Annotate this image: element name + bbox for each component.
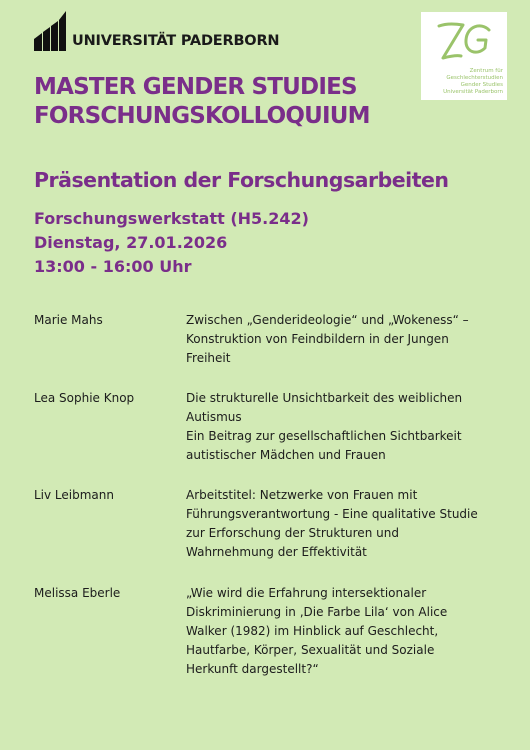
presentation-item xyxy=(34,311,514,389)
event-details xyxy=(34,207,309,279)
title-text-line: Die strukturelle Unsichtbarkeit des weiblichen xyxy=(186,391,463,405)
center-logo-text xyxy=(421,68,503,96)
title-text-line: autistischer Mädchen und Frauen xyxy=(186,448,386,462)
presentation-title xyxy=(186,311,516,368)
presentation-list xyxy=(34,311,514,679)
center-logo-line: Geschlechterstudien xyxy=(446,75,503,81)
university-logo xyxy=(34,9,279,51)
presentation-title xyxy=(186,584,516,679)
presentation-item xyxy=(34,389,514,486)
title-text-line: Freiheit xyxy=(186,351,231,365)
title-line: MASTER GENDER STUDIES xyxy=(34,74,357,100)
title-text-line: Walker (1982) im Hinblick auf Geschlecht, xyxy=(186,624,439,638)
title-text-line: „Wie wird die Erfahrung intersektionaler xyxy=(186,586,427,600)
university-name: UNIVERSITÄT PADERBORN xyxy=(72,33,280,49)
title-line: FORSCHUNGSKOLLOQUIUM xyxy=(34,103,370,129)
title-text-line: Arbeitstitel: Netzwerke von Frauen mit xyxy=(186,488,418,502)
presentation-item xyxy=(34,584,514,679)
center-logo-line: Universität Paderborn xyxy=(443,89,503,95)
title-text-line: Ein Beitrag zur gesellschaftlichen Sichtbarkeit xyxy=(186,429,462,443)
presentation-item xyxy=(34,486,514,584)
title-text-line: Autismus xyxy=(186,410,242,424)
title-text-line: Hautfarbe, Körper, Sexualität und Soziale xyxy=(186,643,435,657)
event-location: Forschungswerkstatt (H5.242) xyxy=(34,209,309,228)
gender-studies-center-logo xyxy=(421,12,507,100)
event-time: 13:00 - 16:00 Uhr xyxy=(34,257,192,276)
title-text-line: Wahrnehmung der Effektivität xyxy=(186,545,367,559)
speaker-name: Melissa Eberle xyxy=(34,586,121,600)
title-text-line: Zwischen „Genderideologie“ und „Wokeness“ – xyxy=(186,313,469,327)
page-title xyxy=(34,73,414,131)
speaker-name: Lea Sophie Knop xyxy=(34,391,135,405)
title-text-line: Diskriminierung in ‚Die Farbe Lila‘ von Alice xyxy=(186,605,448,619)
presentation-title xyxy=(186,486,516,562)
university-paderborn-logo-icon xyxy=(34,9,68,51)
title-text-line: Führungsverantwortung - Eine qualitative Studie xyxy=(186,507,478,521)
event-date: Dienstag, 27.01.2026 xyxy=(34,233,228,252)
presentation-title xyxy=(186,389,516,465)
center-logo-line: Gender Studies xyxy=(460,82,503,88)
zg-monogram-icon xyxy=(433,18,495,68)
center-logo-line: Zentrum für xyxy=(469,68,503,74)
title-text-line: zur Erforschung der Strukturen und xyxy=(186,526,399,540)
speaker-name: Liv Leibmann xyxy=(34,488,114,502)
page-subtitle: Präsentation der Forschungsarbeiten xyxy=(34,168,449,192)
speaker-name: Marie Mahs xyxy=(34,313,103,327)
title-text-line: Herkunft dargestellt?“ xyxy=(186,662,319,676)
title-text-line: Konstruktion von Feindbildern in der Jungen xyxy=(186,332,449,346)
